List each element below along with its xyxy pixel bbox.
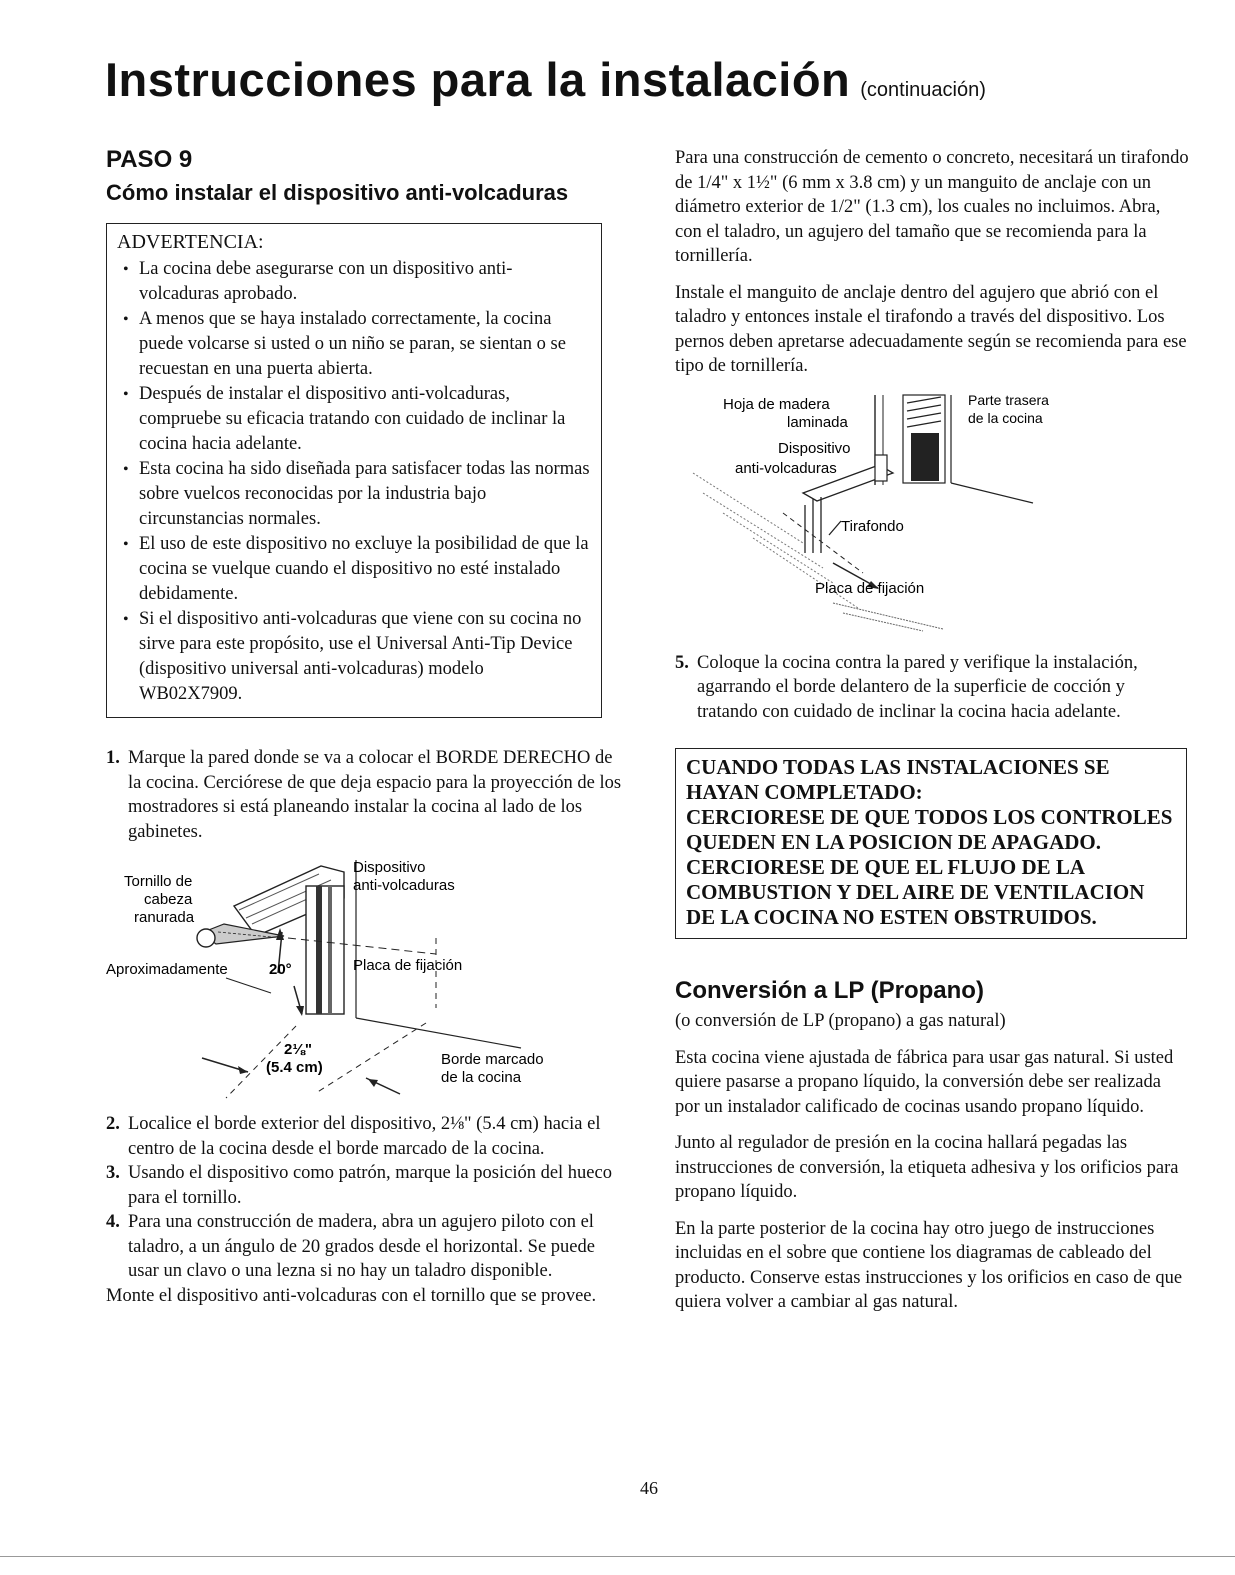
label-screw-line2: cabeza <box>144 891 193 909</box>
warning-title: ADVERTENCIA: <box>117 231 264 254</box>
steps-list-top <box>106 746 626 844</box>
label-angle: 20° <box>269 961 292 979</box>
label-device-line1: Dispositivo <box>778 439 851 457</box>
label-plywood-line1: Hoja de madera <box>723 395 830 413</box>
warning-item: • Si el dispositivo anti-volcaduras que viene con su cocina no sirve para este propósito, use el Universal Anti-Tip Device (dispositivo universal anti-volcaduras) modelo WB02X7909. <box>117 607 591 707</box>
step-number: 2. <box>106 1114 120 1135</box>
step-text: Localice el borde exterior del dispositivo, 2⅛" (5.4 cm) hacia el centro de la cocina desde el borde marcado de la cocina. <box>128 1114 601 1159</box>
step-5 <box>675 651 1190 725</box>
warning-box <box>106 223 602 718</box>
label-device-line2: anti-volcaduras <box>353 877 455 895</box>
page-title-text: Instrucciones para la instalación <box>105 53 851 106</box>
floor-line <box>356 1018 521 1048</box>
step-text: Para una construcción de madera, abra un agujero piloto con el taladro, a un ángulo de 20 grados desde el horizontal. Se puede usar un clavo o una lezna si no hay un taladro disponible. <box>128 1212 595 1282</box>
notice-line-2: CERCIORESE DE QUE TODOS LOS CONTROLES QUEDEN EN LA POSICION DE APAGADO. <box>686 805 1173 854</box>
label-distance-cm: (5.4 cm) <box>266 1059 323 1077</box>
lag-bolt <box>805 497 821 553</box>
label-screw-line1: Tornillo de <box>124 873 193 891</box>
right-column <box>675 146 1190 1315</box>
lp-paragraph-2: Junto al regulador de presión en la cocina hallará pegadas las instrucciones de conversión, la etiqueta adhesiva y los orificios para propano líquido. <box>675 1133 1179 1202</box>
warning-item: • Esta cocina ha sido diseñada para satisfacer todas las normas sobre vuelcos reconocidas por la industria bajo circunstancias normales. <box>117 457 591 532</box>
warning-item: • La cocina debe asegurarse con un dispositivo anti-volcaduras aprobado. <box>117 257 591 307</box>
concrete-installation-diagram <box>683 393 1113 635</box>
label-screw-line3: ranurada <box>134 909 195 927</box>
page-number: 46 <box>640 1478 658 1498</box>
warning-list <box>117 257 591 707</box>
warning-item: • Después de instalar el dispositivo anti-volcaduras, compruebe su eficacia tratando con cuidado de inclinar la cocina hacia adelante. <box>117 382 591 457</box>
step-heading: Cómo instalar el dispositivo anti-volcaduras <box>106 180 569 205</box>
warning-item: • El uso de este dispositivo no excluye la posibilidad de que la cocina se vuelque cuando el dispositivo no esté instalado debidamente. <box>117 532 591 607</box>
step-3 <box>106 1161 626 1210</box>
label-device-line1: Dispositivo <box>353 859 426 877</box>
screw-head <box>197 929 215 947</box>
notice-line-3: CERCIORESE DE QUE EL FLUJO DE LA COMBUSTION Y DEL AIRE DE VENTILACION DE LA COCINA NO ESTEN OBSTRUIDOS. <box>686 855 1145 929</box>
lp-heading: Conversión a LP (Propano) <box>675 977 984 1004</box>
step-4 <box>106 1210 626 1284</box>
label-lag-bolt: Tirafondo <box>841 517 904 535</box>
steps-list-bottom <box>106 1112 626 1284</box>
page-title <box>105 52 986 107</box>
concrete-paragraph: Para una construcción de cemento o concreto, necesitará un tirafondo de 1/4" x 1½" (6 mm x 3.8 cm) y un manguito de anclaje con un diámetro exterior de 1/2" (1.3 cm), los cuales no incluimos. Abra, con el taladro, un agujero del tamaño que se recomienda para la tornillería. <box>675 148 1189 266</box>
step-1 <box>106 746 626 844</box>
page-title-continuation: (continuación) <box>860 79 986 101</box>
label-edge-line2: de la cocina <box>441 1069 522 1087</box>
warning-item: • A menos que se haya instalado correctamente, la cocina puede volcarse si usted o un niño se paran, se sientan o se recuestan en una puerta abierta. <box>117 307 591 382</box>
range-rear-shade <box>911 433 939 481</box>
label-plate: Placa de fijación <box>353 957 463 975</box>
label-plate: Placa de fijación <box>815 579 925 597</box>
step-text: Marque la pared donde se va a colocar el BORDE DERECHO de la cocina. Cerciórese de que deja espacio para la proyección de los mostradores si está planeando instalar la cocina al lado de los gabinetes. <box>128 748 622 842</box>
step-text: Coloque la cocina contra la pared y verifique la instalación, agarrando el borde delantero de la superficie de cocción y tratando con cuidado de inclinar la cocina hacia adelante. <box>697 652 1138 722</box>
step-number: 3. <box>106 1163 120 1184</box>
label-distance-in: 2⅛" <box>284 1041 312 1059</box>
step-2 <box>106 1112 626 1161</box>
mount-instruction: Monte el dispositivo anti-volcaduras con el tornillo que se provee. <box>106 1285 597 1306</box>
label-edge-line1: Borde marcado <box>441 1051 544 1069</box>
label-device-line2: anti-volcaduras <box>735 459 837 477</box>
step-number: 5. <box>675 652 689 673</box>
step-label: PASO 9 <box>106 146 193 173</box>
sleeve-paragraph: Instale el manguito de anclaje dentro del agujero que abrió con el taladro y entonces instale el tirafondo a través del dispositivo. Los pernos deben apretarse adecuadamente según se recomienda para ese tipo de tornillería. <box>675 282 1187 376</box>
mounting-plate <box>306 886 344 1014</box>
lp-subheading: (o conversión de LP (propano) a gas natural) <box>675 1011 1006 1031</box>
step-number: 1. <box>106 748 120 769</box>
completion-notice <box>675 748 1187 939</box>
footer-rule <box>0 1556 1235 1557</box>
label-rear-line2: de la cocina <box>968 409 1043 426</box>
anti-tip-bracket-diagram <box>106 858 626 1106</box>
notice-line-1: CUANDO TODAS LAS INSTALACIONES SE HAYAN COMPLETADO: <box>686 755 1110 804</box>
plate-edge <box>316 886 322 1014</box>
step-5-list <box>675 651 1190 725</box>
left-column <box>106 146 626 1308</box>
step-number: 4. <box>106 1212 120 1233</box>
plate-edge <box>328 886 332 1014</box>
step-text: Usando el dispositivo como patrón, marque la posición del hueco para el tornillo. <box>128 1163 612 1208</box>
lp-paragraph-1: Esta cocina viene ajustada de fábrica para usar gas natural. Si usted quiere pasarse a propano líquido, la conversión debe ser realizada por un instalador calificado de cocinas usando propano líquido. <box>675 1047 1174 1117</box>
lp-paragraph-3: En la parte posterior de la cocina hay otro juego de instrucciones incluidas en el sobre que contiene los diagramas de cableado del producto. Conserve estas instrucciones y los orificios en caso de que quiera volver a cambiar al gas natural. <box>675 1218 1183 1312</box>
label-plywood-line2: laminada <box>787 413 848 431</box>
label-approx: Aproximadamente <box>106 961 228 979</box>
label-rear-line1: Parte trasera <box>968 392 1049 408</box>
